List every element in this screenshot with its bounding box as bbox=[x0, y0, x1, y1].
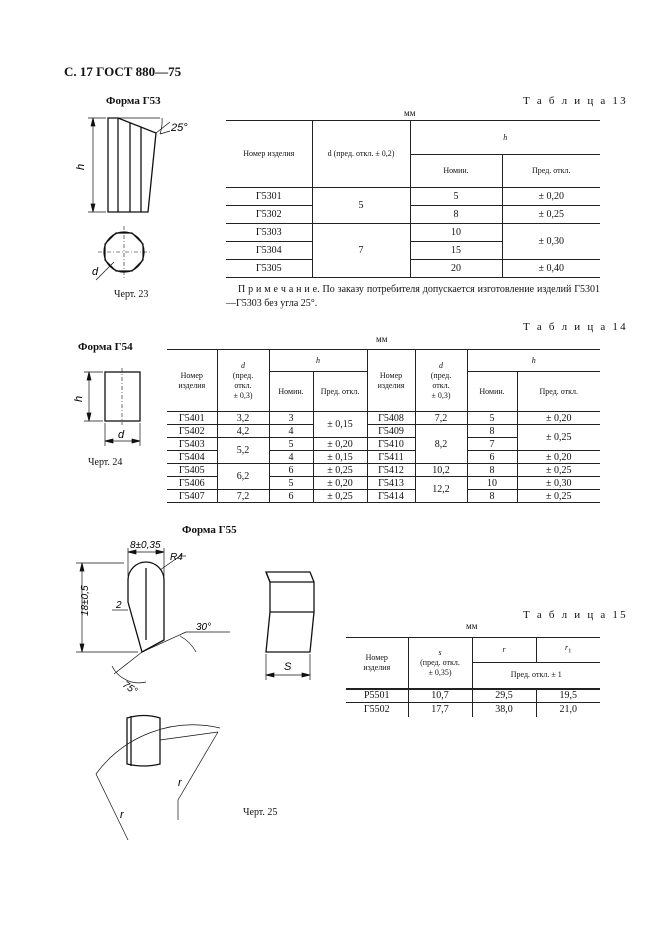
form-g55-title: Форма Г55 bbox=[182, 524, 237, 536]
table-row: Г5305 bbox=[226, 260, 312, 278]
table-14-unit: мм bbox=[376, 334, 388, 344]
d-label-23: d bbox=[92, 266, 99, 278]
table-row: Г5401 bbox=[167, 412, 217, 425]
form-g53-title: Форма Г53 bbox=[106, 95, 161, 107]
angle-25-label: 25° bbox=[171, 122, 188, 134]
table-row: Г5414 bbox=[367, 490, 415, 503]
r1-label: r bbox=[120, 809, 124, 821]
t15-h-r: r bbox=[472, 638, 536, 663]
h-label-24: h bbox=[73, 395, 85, 402]
table-13-caption: Т а б л и ц а 13 bbox=[523, 95, 628, 107]
drawing-23-caption: Черт. 23 bbox=[114, 289, 149, 300]
t15-h-tol: Пред. откл. ± 1 bbox=[472, 663, 600, 689]
form-g54-title: Форма Г54 bbox=[78, 341, 133, 353]
t15-h-num: Номер изделия bbox=[346, 638, 408, 689]
table-row: Г5408 bbox=[367, 412, 415, 425]
dim-two-label: 2 bbox=[116, 600, 122, 611]
dim-radius-label: R4 bbox=[170, 552, 183, 563]
d-label-24: d bbox=[118, 429, 125, 441]
table-row: Г5407 bbox=[167, 490, 217, 503]
drawing-24-caption: Черт. 24 bbox=[88, 457, 123, 468]
t14-h-num: Номер изделия bbox=[167, 350, 217, 412]
table-row: Г5304 bbox=[226, 242, 312, 260]
table-row: Г5409 bbox=[367, 425, 415, 438]
dim-angle2-label: 75° bbox=[120, 679, 139, 698]
table-row: Г5301 bbox=[226, 188, 312, 206]
table-13-unit: мм bbox=[404, 108, 416, 118]
dim-angle1-label: 30° bbox=[196, 622, 212, 633]
table-row: Г5411 bbox=[367, 451, 415, 464]
table-15-unit: мм bbox=[466, 621, 478, 631]
dim-height-label: 18±0,5 bbox=[80, 585, 91, 616]
table-13: Номер изделия d (пред. откл. ± 0,2) h Номин. Пред. откл. Г5301 5 5 ± 0,20 Г5302 8 ± 0,25 Г5303 7 10 ± 0,30 Г5304 15 Г5305 20 ± 0,40 bbox=[226, 120, 600, 278]
table-15: Номер изделия s (пред. откл. ± 0,35) r $r_1$ Пред. откл. ± 1 Р5501 10,7 29,5 19,5 Г5502 17,7 38,0 21,0 bbox=[346, 637, 600, 717]
t13-h-num: Номер изделия bbox=[226, 121, 312, 188]
t14-h-d: d (пред. откл. ± 0,3) bbox=[217, 350, 269, 412]
table-row: Г5402 bbox=[167, 425, 217, 438]
t13-h-d: d (пред. откл. ± 0,2) bbox=[312, 121, 410, 188]
table-row: Г5412 bbox=[367, 464, 415, 477]
r-label: r bbox=[178, 777, 182, 789]
table-row: Г5302 bbox=[226, 206, 312, 224]
table-row: Г5405 bbox=[167, 464, 217, 477]
table-14-caption: Т а б л и ц а 14 bbox=[523, 321, 628, 333]
t15-h-s: s (пред. откл. ± 0,35) bbox=[408, 638, 472, 689]
t14-h-h-r: h bbox=[467, 350, 600, 372]
table-13-note: П р и м е ч а н и е. По заказу потребителя допускается изготовление изделий Г5301—Г5303 без угла 25°. bbox=[226, 284, 600, 309]
s-label: S bbox=[284, 661, 292, 673]
table-row: Г5303 bbox=[226, 224, 312, 242]
table-row: Г5404 bbox=[167, 451, 217, 464]
page-header: С. 17 ГОСТ 880—75 bbox=[64, 64, 182, 79]
table-row: Г5403 bbox=[167, 438, 217, 451]
table-row: Г5502 bbox=[346, 703, 408, 717]
table-15-caption: Т а б л и ц а 15 bbox=[523, 609, 628, 621]
t14-h-h: h bbox=[269, 350, 367, 372]
table-row: Р5501 bbox=[346, 689, 408, 703]
t13-h-tol: Пред. откл. bbox=[502, 155, 600, 188]
dim-width-label: 8±0,35 bbox=[130, 540, 161, 551]
table-row: Г5406 bbox=[167, 477, 217, 490]
table-row: Г5410 bbox=[367, 438, 415, 451]
h-label-23: h bbox=[75, 163, 87, 170]
t13-h-nom: Номин. bbox=[410, 155, 502, 188]
table-14: Номер изделия d (пред. откл. ± 0,3) h Номер изделия d (пред. откл. ± 0,3) h Номин. Пред. откл. Номин. Пред. откл. Г5401 3,2 3 ± 0,15 Г5408 7,2 5 ± 0,20 Г5402 4,2 4 Г5409 8,2 8 ± 0,25 Г5403 5,2 5 ± 0,20 Г5410 7 Г5404 4 ± 0,15 Г5411 6 ± 0,20 Г5405 6,2 6 ± 0,25 Г5412 10,2 8 ± 0,25 Г5406 5 ± 0,20 Г5413 12,2 10 ± 0,30 Г5407 7,2 6 ± 0,25 Г5414 8 ± 0,25 bbox=[167, 349, 600, 503]
t14-h-d-r: d (пред. откл. ± 0,3) bbox=[415, 350, 467, 412]
drawing-25-caption: Черт. 25 bbox=[243, 807, 278, 818]
t13-h-h: h bbox=[410, 121, 600, 155]
t14-h-num-r: Номер изделия bbox=[367, 350, 415, 412]
t15-h-r1: $r_1$ bbox=[536, 638, 600, 663]
table-row: Г5413 bbox=[367, 477, 415, 490]
